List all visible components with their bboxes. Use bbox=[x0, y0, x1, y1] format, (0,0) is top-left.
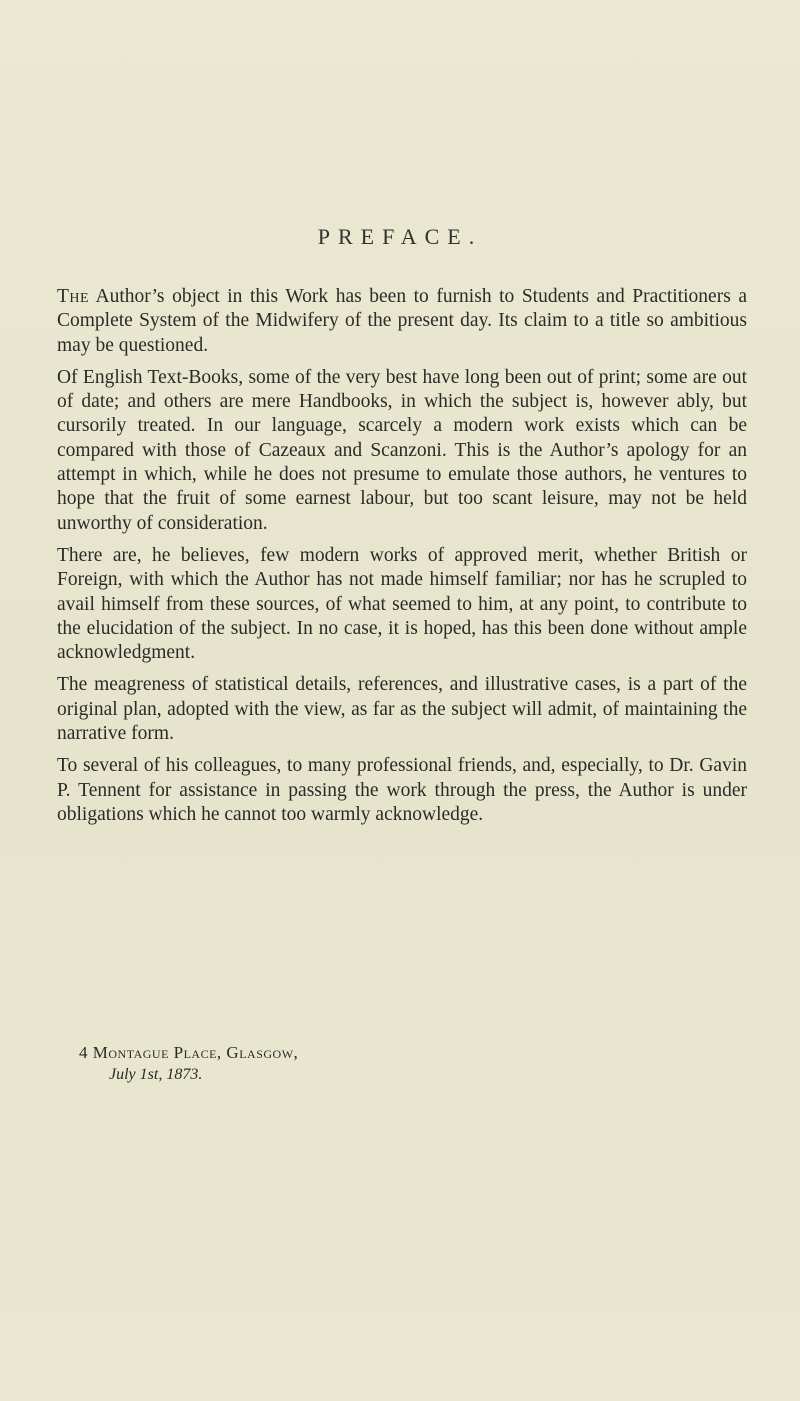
paragraph-lead-word: The bbox=[57, 286, 90, 307]
paragraph-2: Of English Text-Books, some of the very best have long been out of print; some are out of date; and others are mere Handbooks, in which the subject is, however ably, but cursorily treated. In our language, scarcely a modern work exists which can be compared with those of Cazeaux and Scanzoni. This is the Author’s apology for an attempt in which, while he does not presume to emulate those authors, he ventures to hope that the fruit of some earnest labour, but too scant leisure, may not be held unworthy of consideration. bbox=[57, 366, 747, 534]
signoff-date: July 1st, 1873. bbox=[109, 1066, 203, 1083]
paragraph-1 bbox=[57, 285, 747, 358]
paragraph-5: To several of his colleagues, to many professional friends, and, especially, to Dr. Gavin P. Tennent for assistance in passing the work through the press, the Author is under obligations which he cannot too warmly acknowledge. bbox=[57, 755, 747, 825]
paragraph-3: There are, he believes, few modern works of approved merit, whether British or Foreign, with which the Author has not made himself familiar; nor has he scrupled to avail himself from these sources, of what seemed to him, at any point, to contribute to the elucidation of the subject. In no case, it is hoped, has this been done without ample acknowledgment. bbox=[57, 544, 747, 664]
preface-body bbox=[57, 285, 747, 835]
signoff bbox=[79, 1042, 579, 1086]
signoff-address: 4 Montague Place, Glasgow, bbox=[79, 1043, 299, 1062]
page-title: PREFACE. bbox=[317, 224, 483, 249]
paragraph-4: The meagreness of statistical details, references, and illustrative cases, is a part of the original plan, adopted with the view, as far as the subject will admit, of maintaining the narrative form. bbox=[57, 674, 747, 745]
paragraph-1-text: Author’s object in this Work has been to furnish to Students and Practitioners a Complete System of the Midwifery of the present day. Its claim to a title so ambitious may be questioned. bbox=[57, 286, 747, 356]
